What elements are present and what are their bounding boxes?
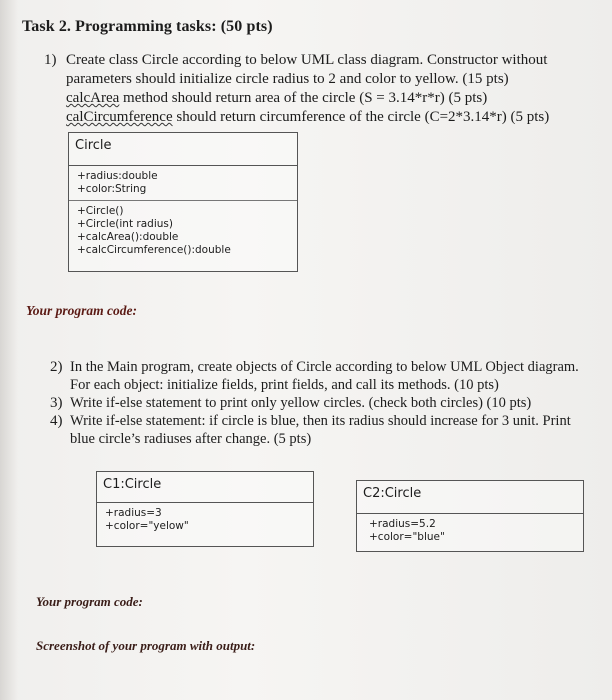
c2-field-color: +color="blue": [369, 531, 445, 543]
item-2-number: 2): [50, 359, 63, 375]
circle-class-diagram: [68, 132, 298, 272]
attribute-radius: +radius:double: [77, 170, 158, 182]
class-name: Circle: [69, 133, 297, 166]
item-1-line-4-rest: should return circumference of the circle (C=2*3.14*r) (5 pts): [172, 109, 550, 125]
operation-calc-area: +calcArea():double: [77, 231, 179, 243]
program-code-label-2: Your program code:: [36, 594, 143, 609]
item-4-line-2: blue circle’s radiuses after change. (5 pts): [70, 431, 312, 447]
calcarea-method-name: calcArea: [66, 90, 120, 106]
c1-field-color: +color="yelow": [105, 520, 189, 532]
c2-object-fields: [357, 514, 583, 548]
item-1-line-3: [66, 89, 487, 108]
operation-calc-circumference: +calcCircumference():double: [77, 244, 231, 256]
item-2-line-2: For each object: initialize fields, print fields, and call its methods. (10 pts): [70, 377, 499, 393]
c2-field-radius: +radius=5.2: [369, 518, 436, 530]
item-1-line-1: Create class Circle according to below UML class diagram. Constructor without: [66, 52, 548, 68]
task-title: Task 2. Programming tasks: (50 pts): [22, 18, 273, 35]
c1-object-diagram: [96, 471, 314, 547]
item-4-number: 4): [50, 413, 63, 429]
item-1-number: 1): [44, 52, 57, 68]
class-operations: [69, 201, 297, 261]
screenshot-output-label: Screenshot of your program with output:: [36, 638, 256, 653]
operation-default-constructor: +Circle(): [77, 205, 124, 217]
c1-object-fields: [97, 503, 313, 537]
item-1-line-3-rest: method should return area of the circle (S = 3.14*r*r) (5 pts): [119, 90, 488, 106]
item-2-line-1: In the Main program, create objects of Circle according to below UML Object diagram.: [70, 359, 579, 375]
c1-object-name: C1:Circle: [97, 472, 313, 503]
program-code-label-1: Your program code:: [26, 303, 137, 318]
class-attributes: [69, 166, 297, 201]
page-shadow: [0, 0, 18, 700]
item-3-line-1: Write if-else statement to print only yellow circles. (check both circles) (10 pts): [70, 395, 532, 411]
c2-object-diagram: [356, 480, 584, 552]
calcircumference-method-name: calCircumference: [66, 109, 173, 125]
operation-radius-constructor: +Circle(int radius): [77, 218, 173, 230]
item-1-line-4: [66, 108, 549, 127]
c1-field-radius: +radius=3: [105, 507, 162, 519]
attribute-color: +color:String: [77, 183, 147, 195]
c2-object-name: C2:Circle: [357, 481, 583, 514]
item-4-line-1: Write if-else statement: if circle is blue, then its radius should increase for 3 unit. Print: [70, 413, 571, 429]
item-1-line-2: parameters should initialize circle radius to 2 and color to yellow. (15 pts): [66, 71, 509, 87]
item-3-number: 3): [50, 395, 63, 411]
